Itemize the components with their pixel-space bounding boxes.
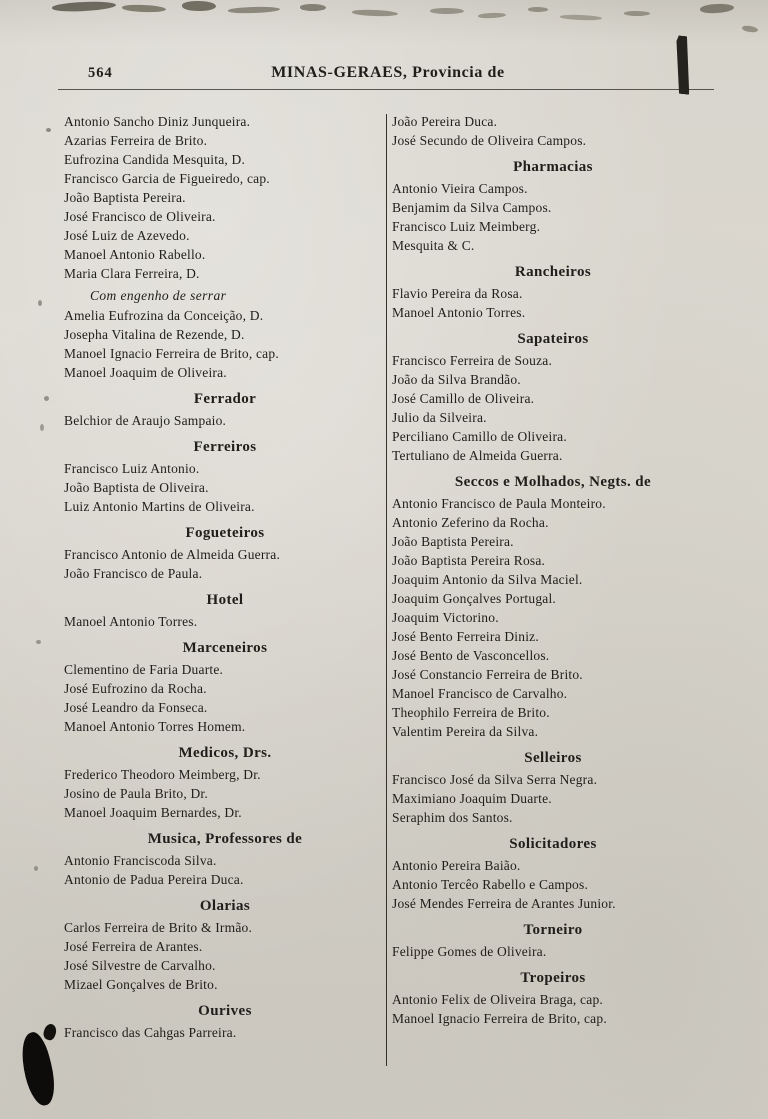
section-heading: Medicos, Drs. bbox=[178, 745, 272, 761]
directory-entry: Valentim Pereira da Silva. bbox=[392, 724, 539, 739]
scan-artifact bbox=[478, 12, 506, 18]
directory-entry: Manoel Ignacio Ferreira de Brito, cap. bbox=[392, 1011, 607, 1026]
section-heading: Marceneiros bbox=[182, 640, 268, 656]
directory-entry: Josepha Vitalina de Rezende, D. bbox=[64, 327, 245, 342]
directory-entry: José Bento Ferreira Diniz. bbox=[392, 629, 539, 644]
right-column bbox=[392, 112, 714, 1028]
directory-entry: José Ferreira de Arantes. bbox=[64, 939, 203, 954]
section-heading: Pharmacias bbox=[513, 159, 593, 175]
section-heading: Musica, Professores de bbox=[147, 831, 303, 847]
directory-entry: Antonio Vieira Campos. bbox=[392, 181, 528, 196]
directory-entry: João Baptista de Oliveira. bbox=[64, 480, 209, 495]
scan-artifact bbox=[228, 6, 280, 14]
section-heading: Ourives bbox=[198, 1003, 252, 1019]
directory-entry: Antonio Felix de Oliveira Braga, cap. bbox=[392, 992, 603, 1007]
directory-entry: Francisco Ferreira de Souza. bbox=[392, 353, 553, 368]
section-heading: Olarias bbox=[199, 898, 251, 914]
scan-artifact bbox=[182, 1, 216, 11]
section-heading: Ferrador bbox=[193, 391, 257, 407]
directory-entry: Seraphim dos Santos. bbox=[392, 810, 513, 825]
directory-entry: Joaquim Antonio da Silva Maciel. bbox=[392, 572, 583, 587]
directory-section bbox=[64, 524, 386, 583]
scan-artifact bbox=[36, 640, 41, 644]
directory-entry: Manoel Antonio Torres Homem. bbox=[64, 719, 246, 734]
scan-artifact bbox=[560, 14, 602, 20]
directory-entry: Antonio Sancho Diniz Junqueira. bbox=[64, 114, 251, 129]
directory-entry: Perciliano Camillo de Oliveira. bbox=[392, 429, 567, 444]
directory-entry: Francisco das Cahgas Parreira. bbox=[64, 1025, 237, 1040]
directory-entry: Francisco Luiz Antonio. bbox=[64, 461, 200, 476]
directory-entry: João da Silva Brandão. bbox=[392, 372, 521, 387]
scan-artifact bbox=[44, 396, 49, 401]
section-heading: Fogueteiros bbox=[185, 525, 265, 541]
directory-section bbox=[64, 744, 386, 822]
directory-entry: Antonio Francisco de Paula Monteiro. bbox=[392, 496, 606, 511]
scan-artifact bbox=[742, 25, 759, 33]
scan-artifact bbox=[52, 0, 116, 12]
directory-entry: José Camillo de Oliveira. bbox=[392, 391, 535, 406]
directory-section bbox=[392, 921, 714, 961]
directory-entry: José Bento de Vasconcellos. bbox=[392, 648, 550, 663]
directory-entry: José Francisco de Oliveira. bbox=[64, 209, 216, 224]
directory-section bbox=[392, 749, 714, 827]
section-heading: Seccos e Molhados, Negts. de bbox=[454, 474, 652, 490]
scan-artifact bbox=[430, 8, 464, 14]
directory-entry: José Luiz de Azevedo. bbox=[64, 228, 190, 243]
directory-entry: Francisco Antonio de Almeida Guerra. bbox=[64, 547, 281, 562]
scan-artifact bbox=[528, 7, 548, 12]
directory-entry: Luiz Antonio Martins de Oliveira. bbox=[64, 499, 255, 514]
header-rule bbox=[58, 89, 714, 90]
running-head bbox=[60, 64, 716, 82]
directory-entry: Tertuliano de Almeida Guerra. bbox=[392, 448, 563, 463]
left-column bbox=[64, 112, 386, 1042]
scan-artifact bbox=[42, 1022, 59, 1041]
directory-section bbox=[392, 330, 714, 465]
directory-entry: Francisco Garcia de Figueiredo, cap. bbox=[64, 171, 270, 186]
directory-entry: José Silvestre de Carvalho. bbox=[64, 958, 216, 973]
directory-entry: Theophilo Ferreira de Brito. bbox=[392, 705, 550, 720]
directory-entry: José Constancio Ferreira de Brito. bbox=[392, 667, 583, 682]
directory-section bbox=[64, 897, 386, 994]
directory-section bbox=[392, 263, 714, 322]
section-heading: Torneiro bbox=[523, 922, 583, 938]
directory-entry: João Pereira Duca. bbox=[392, 114, 498, 129]
directory-entry: Francisco José da Silva Serra Negra. bbox=[392, 772, 598, 787]
directory-entry: Frederico Theodoro Meimberg, Dr. bbox=[64, 767, 261, 782]
section-heading: Sapateiros bbox=[517, 331, 589, 347]
directory-entry: Josino de Paula Brito, Dr. bbox=[64, 786, 208, 801]
directory-entry: Joaquim Gonçalves Portugal. bbox=[392, 591, 556, 606]
directory-section bbox=[64, 591, 386, 631]
scan-artifact bbox=[40, 424, 44, 431]
scan-artifact bbox=[122, 4, 166, 13]
directory-entry: Azarias Ferreira de Brito. bbox=[64, 133, 208, 148]
directory-section bbox=[392, 473, 714, 741]
directory-entry: Mizael Gonçalves de Brito. bbox=[64, 977, 218, 992]
directory-entry: Julio da Silveira. bbox=[392, 410, 487, 425]
section-heading: Ferreiros bbox=[193, 439, 257, 455]
scan-artifact bbox=[34, 866, 38, 871]
column-divider bbox=[386, 114, 387, 1066]
scan-artifact bbox=[46, 128, 51, 132]
scan-artifact bbox=[624, 11, 650, 16]
directory-entry: Carlos Ferreira de Brito & Irmão. bbox=[64, 920, 253, 935]
directory-entry: Antonio Zeferino da Rocha. bbox=[392, 515, 549, 530]
directory-entry: Antonio Pereira Baião. bbox=[392, 858, 521, 873]
section-heading: Tropeiros bbox=[520, 970, 586, 986]
section-heading: Com engenho de serrar bbox=[90, 288, 227, 303]
directory-entry: Manoel Antonio Torres. bbox=[392, 305, 526, 320]
directory-entry: João Baptista Pereira Rosa. bbox=[392, 553, 546, 568]
directory-section bbox=[392, 835, 714, 913]
scan-artifact bbox=[352, 9, 398, 17]
directory-entry: Manoel Francisco de Carvalho. bbox=[392, 686, 568, 701]
directory-section bbox=[64, 830, 386, 889]
directory-section bbox=[392, 969, 714, 1028]
directory-section bbox=[64, 639, 386, 736]
directory-entry: Flavio Pereira da Rosa. bbox=[392, 286, 523, 301]
directory-section bbox=[392, 158, 714, 255]
directory-entry: Manoel Ignacio Ferreira de Brito, cap. bbox=[64, 346, 279, 361]
scan-artifact bbox=[700, 3, 735, 14]
directory-entry: Antonio de Padua Pereira Duca. bbox=[64, 872, 244, 887]
section-heading: Selleiros bbox=[524, 750, 582, 766]
directory-entry: Manoel Antonio Rabello. bbox=[64, 247, 206, 262]
directory-entry: Joaquim Victorino. bbox=[392, 610, 499, 625]
directory-entry: Manoel Antonio Torres. bbox=[64, 614, 198, 629]
directory-entry: Francisco Luiz Meimberg. bbox=[392, 219, 541, 234]
directory-section bbox=[392, 112, 714, 150]
section-heading: Rancheiros bbox=[514, 264, 592, 280]
page-number: 564 bbox=[88, 65, 113, 81]
directory-entry: José Leandro da Fonseca. bbox=[64, 700, 208, 715]
scan-artifact bbox=[38, 300, 42, 306]
directory-entry: José Eufrozino da Rocha. bbox=[64, 681, 207, 696]
directory-entry: João Baptista Pereira. bbox=[64, 190, 186, 205]
directory-entry: José Secundo de Oliveira Campos. bbox=[392, 133, 587, 148]
directory-entry: José Mendes Ferreira de Arantes Junior. bbox=[392, 896, 616, 911]
directory-entry: João Francisco de Paula. bbox=[64, 566, 203, 581]
directory-entry: Amelia Eufrozina da Conceição, D. bbox=[64, 308, 264, 323]
directory-section bbox=[64, 286, 386, 382]
section-heading: Hotel bbox=[206, 592, 244, 608]
directory-entry: Antonio Franciscoda Silva. bbox=[64, 853, 217, 868]
directory-entry: Felippe Gomes de Oliveira. bbox=[392, 944, 547, 959]
directory-section bbox=[64, 438, 386, 516]
directory-entry: João Baptista Pereira. bbox=[392, 534, 514, 549]
directory-entry: Maximiano Joaquim Duarte. bbox=[392, 791, 552, 806]
directory-entry: Manoel Joaquim Bernardes, Dr. bbox=[64, 805, 242, 820]
scan-artifact bbox=[300, 4, 326, 11]
directory-entry: Benjamim da Silva Campos. bbox=[392, 200, 552, 215]
scan-artifact bbox=[15, 1030, 60, 1109]
directory-entry: Clementino de Faria Duarte. bbox=[64, 662, 224, 677]
page-title: MINAS-GERAES, Provincia de bbox=[271, 64, 505, 81]
directory-entry: Manoel Joaquim de Oliveira. bbox=[64, 365, 227, 380]
section-heading: Solicitadores bbox=[509, 836, 597, 852]
directory-entry: Maria Clara Ferreira, D. bbox=[64, 266, 200, 281]
directory-section bbox=[64, 1002, 386, 1042]
directory-section bbox=[64, 112, 386, 283]
directory-entry: Mesquita & C. bbox=[392, 238, 475, 253]
directory-entry: Eufrozina Candida Mesquita, D. bbox=[64, 152, 246, 167]
directory-entry: Belchior de Araujo Sampaio. bbox=[64, 413, 227, 428]
directory-section bbox=[64, 390, 386, 430]
directory-entry: Antonio Tercêo Rabello e Campos. bbox=[392, 877, 589, 892]
